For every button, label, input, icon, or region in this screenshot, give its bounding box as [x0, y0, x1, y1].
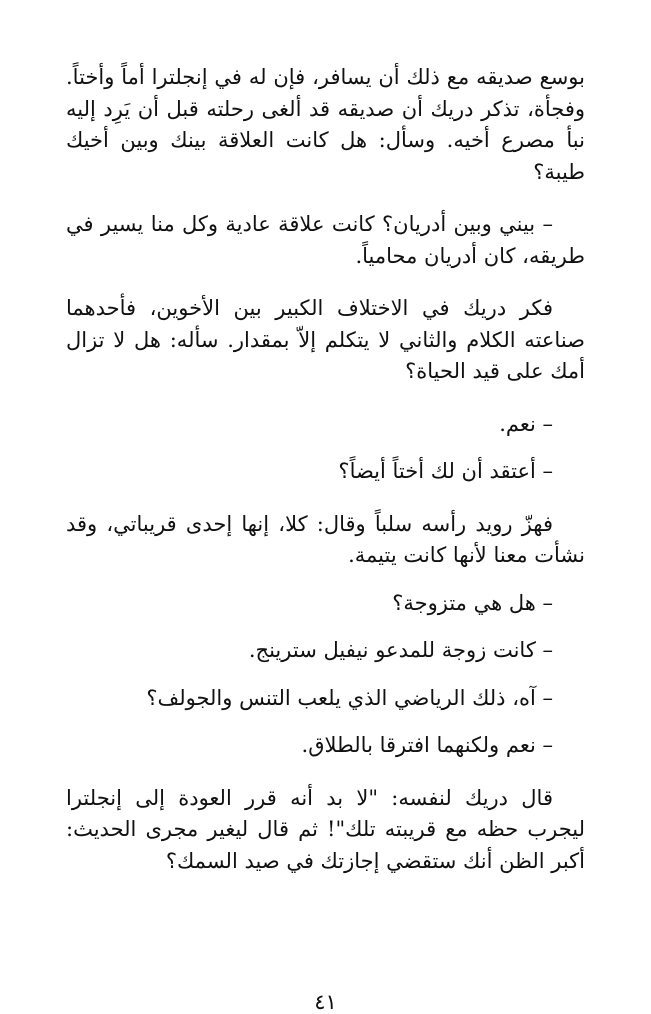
page-number: ٤١ — [314, 990, 337, 1014]
paragraph-2: – بيني وبين أدريان؟ كانت علاقة عادية وكل منا يسير في طريقه، كان أدريان محامياً. — [66, 212, 585, 268]
paragraph-1: بوسع صديقه مع ذلك أن يسافر، فإن له في إنجلترا أماً وأختاً. وفجأة، تذكر دريك أن صديقه قد ألغى رحلته قبل أن يَرِد إليه نبأ مصرع أخيه. وسأل: هل كانت العلاقة بينك وبين أخيك طيبة؟ — [66, 65, 585, 184]
paragraph-9: – آه، ذلك الرياضي الذي يلعب التنس والجولف؟ — [146, 685, 553, 710]
paragraph-3: فكر دريك في الاختلاف الكبير بين الأخوين، فأحدهما صناعته الكلام والثاني لا يتكلم إلاّ بمقدار. سأله: هل لا تزال أمك على قيد الحياة؟ — [66, 296, 585, 383]
paragraph-8: – كانت زوجة للمدعو نيفيل سترينج. — [248, 638, 553, 662]
paragraph-6: فهزّ رويد رأسه سلباً وقال: كلا، إنها إحدى قريباتي، وقد نشأت معنا لأنها كانت يتيمة. — [66, 511, 585, 567]
paragraph-7: – هل هي متزوجة؟ — [392, 590, 553, 615]
paragraph-10: – نعم ولكنهما افترقا بالطلاق. — [301, 733, 553, 757]
paragraph-5: – أعتقد أن لك أختاً أيضاً؟ — [338, 459, 553, 483]
paragraph-11: قال دريك لنفسه: "لا بد أنه قرر العودة إلى إنجلترا ليجرب حظه مع قريبته تلك"! ثم قال ليغير مجرى الحديث: أكبر الظن أنك ستقضي إجازتك في صيد السمك؟ — [66, 785, 585, 873]
paragraph-4: – نعم. — [499, 411, 553, 436]
